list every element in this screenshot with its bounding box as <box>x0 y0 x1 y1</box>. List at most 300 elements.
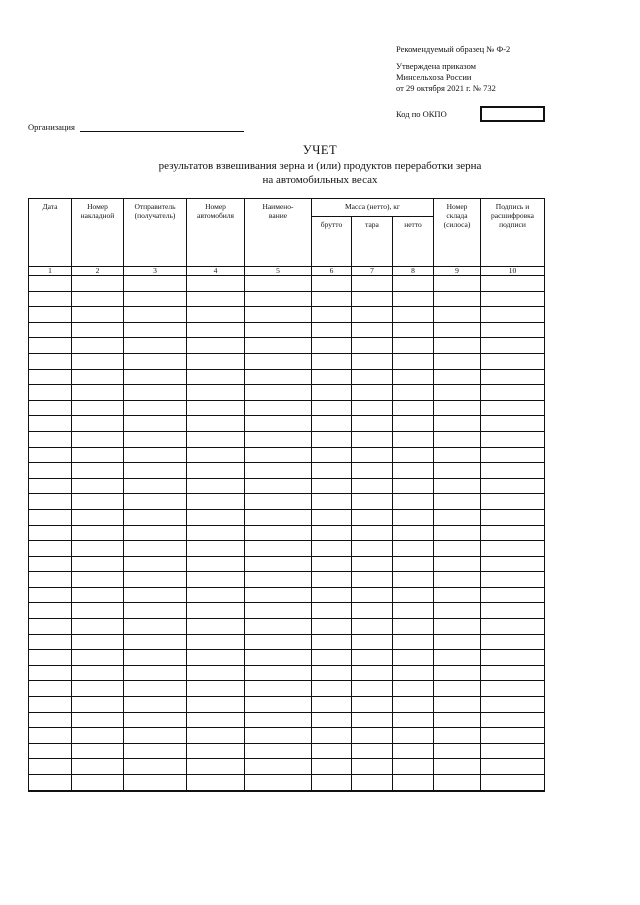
table-cell[interactable] <box>29 619 72 635</box>
table-cell[interactable] <box>481 650 545 666</box>
table-cell[interactable] <box>434 759 481 775</box>
table-cell[interactable] <box>393 587 434 603</box>
table-cell[interactable] <box>393 509 434 525</box>
table-cell[interactable] <box>72 619 124 635</box>
table-cell[interactable] <box>187 634 245 650</box>
table-cell[interactable] <box>352 743 393 759</box>
table-cell[interactable] <box>434 400 481 416</box>
table-cell[interactable] <box>393 416 434 432</box>
table-cell[interactable] <box>29 775 72 791</box>
table-cell[interactable] <box>352 572 393 588</box>
table-cell[interactable] <box>29 416 72 432</box>
table-cell[interactable] <box>124 728 187 744</box>
table-cell[interactable] <box>187 603 245 619</box>
table-cell[interactable] <box>29 759 72 775</box>
table-cell[interactable] <box>393 743 434 759</box>
table-cell[interactable] <box>72 728 124 744</box>
table-cell[interactable] <box>187 525 245 541</box>
table-cell[interactable] <box>393 775 434 791</box>
table-cell[interactable] <box>312 728 352 744</box>
table-cell[interactable] <box>312 681 352 697</box>
table-cell[interactable] <box>352 603 393 619</box>
table-cell[interactable] <box>312 619 352 635</box>
table-cell[interactable] <box>393 681 434 697</box>
table-cell[interactable] <box>434 322 481 338</box>
table-cell[interactable] <box>481 634 545 650</box>
table-cell[interactable] <box>245 603 312 619</box>
table-cell[interactable] <box>29 338 72 354</box>
table-cell[interactable] <box>481 447 545 463</box>
table-cell[interactable] <box>393 400 434 416</box>
table-cell[interactable] <box>481 307 545 323</box>
table-cell[interactable] <box>393 478 434 494</box>
table-cell[interactable] <box>187 276 245 292</box>
table-cell[interactable] <box>352 619 393 635</box>
table-cell[interactable] <box>393 634 434 650</box>
table-cell[interactable] <box>312 463 352 479</box>
table-cell[interactable] <box>29 509 72 525</box>
table-cell[interactable] <box>352 463 393 479</box>
table-cell[interactable] <box>481 681 545 697</box>
table-cell[interactable] <box>245 665 312 681</box>
table-cell[interactable] <box>352 541 393 557</box>
table-cell[interactable] <box>72 775 124 791</box>
table-cell[interactable] <box>72 697 124 713</box>
table-cell[interactable] <box>352 400 393 416</box>
table-cell[interactable] <box>312 697 352 713</box>
table-cell[interactable] <box>187 478 245 494</box>
table-cell[interactable] <box>312 400 352 416</box>
table-cell[interactable] <box>29 587 72 603</box>
table-cell[interactable] <box>481 353 545 369</box>
table-cell[interactable] <box>352 322 393 338</box>
table-cell[interactable] <box>72 385 124 401</box>
table-cell[interactable] <box>187 650 245 666</box>
table-cell[interactable] <box>312 775 352 791</box>
table-cell[interactable] <box>312 322 352 338</box>
table-cell[interactable] <box>72 509 124 525</box>
table-cell[interactable] <box>29 541 72 557</box>
table-cell[interactable] <box>434 307 481 323</box>
table-cell[interactable] <box>393 525 434 541</box>
table-cell[interactable] <box>481 743 545 759</box>
table-cell[interactable] <box>352 369 393 385</box>
table-cell[interactable] <box>245 712 312 728</box>
table-cell[interactable] <box>434 447 481 463</box>
table-cell[interactable] <box>72 681 124 697</box>
table-cell[interactable] <box>29 681 72 697</box>
table-cell[interactable] <box>393 447 434 463</box>
table-cell[interactable] <box>72 587 124 603</box>
table-cell[interactable] <box>352 650 393 666</box>
table-cell[interactable] <box>393 728 434 744</box>
table-cell[interactable] <box>352 712 393 728</box>
table-cell[interactable] <box>312 369 352 385</box>
table-cell[interactable] <box>481 291 545 307</box>
table-cell[interactable] <box>312 603 352 619</box>
table-cell[interactable] <box>434 743 481 759</box>
table-cell[interactable] <box>393 712 434 728</box>
table-cell[interactable] <box>187 712 245 728</box>
table-cell[interactable] <box>72 307 124 323</box>
table-cell[interactable] <box>245 369 312 385</box>
okpo-field[interactable] <box>480 106 545 122</box>
table-cell[interactable] <box>29 447 72 463</box>
table-cell[interactable] <box>124 619 187 635</box>
table-cell[interactable] <box>481 478 545 494</box>
table-cell[interactable] <box>187 541 245 557</box>
table-cell[interactable] <box>434 478 481 494</box>
table-cell[interactable] <box>434 650 481 666</box>
table-cell[interactable] <box>72 556 124 572</box>
table-cell[interactable] <box>434 697 481 713</box>
table-cell[interactable] <box>245 572 312 588</box>
organization-field[interactable] <box>80 131 244 132</box>
table-cell[interactable] <box>393 665 434 681</box>
table-cell[interactable] <box>352 353 393 369</box>
table-cell[interactable] <box>245 307 312 323</box>
table-cell[interactable] <box>124 712 187 728</box>
table-cell[interactable] <box>393 619 434 635</box>
table-cell[interactable] <box>245 759 312 775</box>
table-cell[interactable] <box>245 478 312 494</box>
table-cell[interactable] <box>72 541 124 557</box>
table-cell[interactable] <box>29 400 72 416</box>
table-cell[interactable] <box>393 307 434 323</box>
table-cell[interactable] <box>481 603 545 619</box>
table-cell[interactable] <box>434 509 481 525</box>
table-cell[interactable] <box>245 743 312 759</box>
table-cell[interactable] <box>29 276 72 292</box>
table-cell[interactable] <box>187 353 245 369</box>
table-cell[interactable] <box>393 541 434 557</box>
table-cell[interactable] <box>481 587 545 603</box>
table-cell[interactable] <box>481 463 545 479</box>
table-cell[interactable] <box>434 541 481 557</box>
table-cell[interactable] <box>124 634 187 650</box>
table-cell[interactable] <box>481 712 545 728</box>
table-cell[interactable] <box>124 291 187 307</box>
table-cell[interactable] <box>481 541 545 557</box>
table-cell[interactable] <box>312 541 352 557</box>
table-cell[interactable] <box>124 759 187 775</box>
table-cell[interactable] <box>352 634 393 650</box>
table-cell[interactable] <box>124 603 187 619</box>
table-cell[interactable] <box>352 307 393 323</box>
table-cell[interactable] <box>434 603 481 619</box>
table-cell[interactable] <box>187 385 245 401</box>
table-cell[interactable] <box>187 369 245 385</box>
table-cell[interactable] <box>187 619 245 635</box>
table-cell[interactable] <box>187 447 245 463</box>
table-cell[interactable] <box>124 556 187 572</box>
table-cell[interactable] <box>352 509 393 525</box>
table-cell[interactable] <box>124 447 187 463</box>
table-cell[interactable] <box>245 541 312 557</box>
table-cell[interactable] <box>481 369 545 385</box>
table-cell[interactable] <box>352 759 393 775</box>
table-cell[interactable] <box>72 431 124 447</box>
table-cell[interactable] <box>187 587 245 603</box>
table-cell[interactable] <box>393 353 434 369</box>
table-cell[interactable] <box>29 307 72 323</box>
table-cell[interactable] <box>434 494 481 510</box>
table-cell[interactable] <box>434 775 481 791</box>
table-cell[interactable] <box>187 697 245 713</box>
table-cell[interactable] <box>312 650 352 666</box>
table-cell[interactable] <box>481 322 545 338</box>
table-cell[interactable] <box>434 353 481 369</box>
table-cell[interactable] <box>187 509 245 525</box>
table-cell[interactable] <box>29 322 72 338</box>
table-cell[interactable] <box>245 322 312 338</box>
table-cell[interactable] <box>481 400 545 416</box>
table-cell[interactable] <box>245 634 312 650</box>
table-cell[interactable] <box>245 416 312 432</box>
table-cell[interactable] <box>352 775 393 791</box>
table-cell[interactable] <box>124 307 187 323</box>
table-cell[interactable] <box>29 478 72 494</box>
table-cell[interactable] <box>312 587 352 603</box>
table-cell[interactable] <box>434 634 481 650</box>
table-cell[interactable] <box>245 775 312 791</box>
table-cell[interactable] <box>481 619 545 635</box>
table-cell[interactable] <box>124 353 187 369</box>
table-cell[interactable] <box>312 743 352 759</box>
table-cell[interactable] <box>29 743 72 759</box>
table-cell[interactable] <box>29 353 72 369</box>
table-cell[interactable] <box>393 572 434 588</box>
table-cell[interactable] <box>312 291 352 307</box>
table-cell[interactable] <box>72 759 124 775</box>
table-cell[interactable] <box>72 416 124 432</box>
table-cell[interactable] <box>481 525 545 541</box>
table-cell[interactable] <box>352 728 393 744</box>
table-cell[interactable] <box>29 291 72 307</box>
table-cell[interactable] <box>29 634 72 650</box>
table-cell[interactable] <box>393 556 434 572</box>
table-cell[interactable] <box>434 463 481 479</box>
table-cell[interactable] <box>72 353 124 369</box>
table-cell[interactable] <box>481 338 545 354</box>
table-cell[interactable] <box>312 385 352 401</box>
table-cell[interactable] <box>312 759 352 775</box>
table-cell[interactable] <box>312 447 352 463</box>
table-cell[interactable] <box>312 307 352 323</box>
table-cell[interactable] <box>393 650 434 666</box>
table-cell[interactable] <box>245 509 312 525</box>
table-cell[interactable] <box>72 650 124 666</box>
table-cell[interactable] <box>312 353 352 369</box>
table-cell[interactable] <box>434 385 481 401</box>
table-cell[interactable] <box>352 276 393 292</box>
table-cell[interactable] <box>352 525 393 541</box>
table-cell[interactable] <box>393 494 434 510</box>
table-cell[interactable] <box>29 525 72 541</box>
table-cell[interactable] <box>245 650 312 666</box>
table-cell[interactable] <box>352 385 393 401</box>
table-cell[interactable] <box>124 587 187 603</box>
table-cell[interactable] <box>481 572 545 588</box>
table-cell[interactable] <box>187 431 245 447</box>
table-cell[interactable] <box>124 775 187 791</box>
table-cell[interactable] <box>124 650 187 666</box>
table-cell[interactable] <box>352 416 393 432</box>
table-cell[interactable] <box>187 665 245 681</box>
table-cell[interactable] <box>124 697 187 713</box>
table-cell[interactable] <box>481 556 545 572</box>
table-cell[interactable] <box>245 385 312 401</box>
table-cell[interactable] <box>72 634 124 650</box>
table-cell[interactable] <box>312 556 352 572</box>
table-cell[interactable] <box>481 697 545 713</box>
table-cell[interactable] <box>187 728 245 744</box>
table-cell[interactable] <box>124 416 187 432</box>
table-cell[interactable] <box>434 338 481 354</box>
table-cell[interactable] <box>124 463 187 479</box>
table-cell[interactable] <box>245 728 312 744</box>
table-cell[interactable] <box>352 665 393 681</box>
table-cell[interactable] <box>312 634 352 650</box>
table-cell[interactable] <box>312 509 352 525</box>
table-cell[interactable] <box>481 385 545 401</box>
table-cell[interactable] <box>352 431 393 447</box>
table-cell[interactable] <box>29 494 72 510</box>
table-cell[interactable] <box>72 572 124 588</box>
table-cell[interactable] <box>434 572 481 588</box>
table-cell[interactable] <box>393 276 434 292</box>
table-cell[interactable] <box>124 525 187 541</box>
table-cell[interactable] <box>245 681 312 697</box>
table-cell[interactable] <box>245 619 312 635</box>
table-cell[interactable] <box>434 416 481 432</box>
table-cell[interactable] <box>187 572 245 588</box>
table-cell[interactable] <box>124 541 187 557</box>
table-cell[interactable] <box>481 416 545 432</box>
table-cell[interactable] <box>352 291 393 307</box>
table-cell[interactable] <box>187 400 245 416</box>
table-cell[interactable] <box>434 712 481 728</box>
table-cell[interactable] <box>312 665 352 681</box>
table-cell[interactable] <box>124 572 187 588</box>
table-cell[interactable] <box>187 556 245 572</box>
table-cell[interactable] <box>124 385 187 401</box>
table-cell[interactable] <box>434 556 481 572</box>
table-cell[interactable] <box>393 291 434 307</box>
table-cell[interactable] <box>29 431 72 447</box>
table-cell[interactable] <box>481 431 545 447</box>
table-cell[interactable] <box>352 681 393 697</box>
table-cell[interactable] <box>352 587 393 603</box>
table-cell[interactable] <box>124 509 187 525</box>
table-cell[interactable] <box>187 338 245 354</box>
table-cell[interactable] <box>72 276 124 292</box>
table-cell[interactable] <box>187 291 245 307</box>
table-cell[interactable] <box>434 728 481 744</box>
table-cell[interactable] <box>29 603 72 619</box>
table-cell[interactable] <box>245 463 312 479</box>
table-cell[interactable] <box>312 431 352 447</box>
table-cell[interactable] <box>72 322 124 338</box>
table-cell[interactable] <box>29 572 72 588</box>
table-cell[interactable] <box>245 400 312 416</box>
table-cell[interactable] <box>352 556 393 572</box>
table-cell[interactable] <box>124 322 187 338</box>
table-cell[interactable] <box>393 338 434 354</box>
table-cell[interactable] <box>312 494 352 510</box>
table-cell[interactable] <box>481 728 545 744</box>
table-cell[interactable] <box>245 587 312 603</box>
table-cell[interactable] <box>434 665 481 681</box>
table-cell[interactable] <box>124 743 187 759</box>
table-cell[interactable] <box>29 369 72 385</box>
table-cell[interactable] <box>124 478 187 494</box>
table-cell[interactable] <box>434 291 481 307</box>
table-cell[interactable] <box>481 509 545 525</box>
table-cell[interactable] <box>245 556 312 572</box>
table-cell[interactable] <box>481 494 545 510</box>
table-cell[interactable] <box>352 697 393 713</box>
table-cell[interactable] <box>393 603 434 619</box>
table-cell[interactable] <box>72 603 124 619</box>
table-cell[interactable] <box>187 463 245 479</box>
table-cell[interactable] <box>72 338 124 354</box>
table-cell[interactable] <box>72 400 124 416</box>
table-cell[interactable] <box>352 447 393 463</box>
table-cell[interactable] <box>245 697 312 713</box>
table-cell[interactable] <box>72 525 124 541</box>
table-cell[interactable] <box>72 712 124 728</box>
table-cell[interactable] <box>29 697 72 713</box>
table-cell[interactable] <box>124 400 187 416</box>
table-cell[interactable] <box>245 525 312 541</box>
table-cell[interactable] <box>434 276 481 292</box>
table-cell[interactable] <box>72 463 124 479</box>
table-cell[interactable] <box>434 369 481 385</box>
table-cell[interactable] <box>312 276 352 292</box>
table-cell[interactable] <box>434 619 481 635</box>
table-cell[interactable] <box>72 478 124 494</box>
table-cell[interactable] <box>187 681 245 697</box>
table-cell[interactable] <box>352 478 393 494</box>
table-cell[interactable] <box>393 385 434 401</box>
table-cell[interactable] <box>29 556 72 572</box>
table-cell[interactable] <box>124 665 187 681</box>
table-cell[interactable] <box>434 587 481 603</box>
table-cell[interactable] <box>72 369 124 385</box>
table-cell[interactable] <box>29 650 72 666</box>
table-cell[interactable] <box>245 353 312 369</box>
table-cell[interactable] <box>393 697 434 713</box>
table-cell[interactable] <box>29 665 72 681</box>
table-cell[interactable] <box>72 665 124 681</box>
table-cell[interactable] <box>187 759 245 775</box>
table-cell[interactable] <box>393 759 434 775</box>
table-cell[interactable] <box>124 681 187 697</box>
table-cell[interactable] <box>245 447 312 463</box>
table-cell[interactable] <box>393 463 434 479</box>
table-cell[interactable] <box>393 369 434 385</box>
table-cell[interactable] <box>124 494 187 510</box>
table-cell[interactable] <box>245 494 312 510</box>
table-cell[interactable] <box>481 759 545 775</box>
table-cell[interactable] <box>393 322 434 338</box>
table-cell[interactable] <box>245 291 312 307</box>
table-cell[interactable] <box>124 431 187 447</box>
table-cell[interactable] <box>481 665 545 681</box>
table-cell[interactable] <box>481 775 545 791</box>
table-cell[interactable] <box>124 369 187 385</box>
